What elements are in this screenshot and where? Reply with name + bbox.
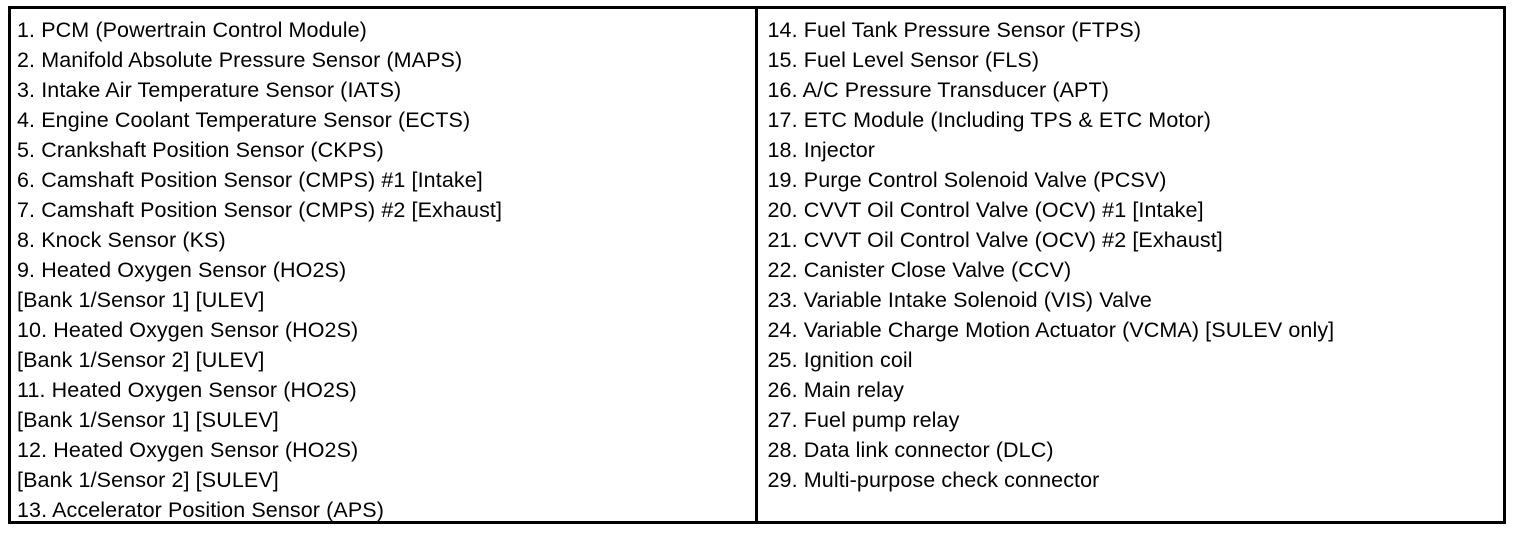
list-item: 5. Crankshaft Position Sensor (CKPS) bbox=[17, 138, 384, 162]
component-list-right-column bbox=[758, 9, 1504, 521]
list-item-continuation: [Bank 1/Sensor 1] [ULEV] bbox=[17, 288, 265, 312]
list-item: 13. Accelerator Position Sensor (APS) bbox=[17, 498, 384, 521]
list-item: 17. ETC Module (Including TPS & ETC Motor) bbox=[767, 108, 1212, 132]
list-item: 21. CVVT Oil Control Valve (OCV) #2 [Exhaust] bbox=[767, 228, 1223, 252]
list-item: 25. Ignition coil bbox=[767, 348, 913, 372]
list-item: 26. Main relay bbox=[767, 378, 904, 402]
list-item: 10. Heated Oxygen Sensor (HO2S) bbox=[17, 318, 359, 342]
list-item: 23. Variable Intake Solenoid (VIS) Valve bbox=[767, 288, 1152, 312]
list-item-continuation: [Bank 1/Sensor 2] [ULEV] bbox=[17, 348, 265, 372]
list-item: 15. Fuel Level Sensor (FLS) bbox=[767, 48, 1040, 72]
list-item: 4. Engine Coolant Temperature Sensor (ECTS) bbox=[17, 108, 471, 132]
list-item-continuation: [Bank 1/Sensor 2] [SULEV] bbox=[17, 468, 279, 492]
component-list-left-column bbox=[11, 9, 758, 521]
list-item: 19. Purge Control Solenoid Valve (PCSV) bbox=[767, 168, 1167, 192]
list-item: 1. PCM (Powertrain Control Module) bbox=[17, 18, 367, 42]
list-item: 12. Heated Oxygen Sensor (HO2S) bbox=[17, 438, 359, 462]
list-item: 18. Injector bbox=[767, 138, 876, 162]
list-item: 11. Heated Oxygen Sensor (HO2S) bbox=[17, 378, 357, 402]
list-item: 16. A/C Pressure Transducer (APT) bbox=[767, 78, 1109, 102]
list-item-continuation: [Bank 1/Sensor 1] [SULEV] bbox=[17, 408, 279, 432]
list-item: 29. Multi-purpose check connector bbox=[767, 468, 1100, 492]
list-item: 6. Camshaft Position Sensor (CMPS) #1 [Intake] bbox=[17, 168, 483, 192]
component-list-table bbox=[8, 6, 1506, 524]
list-item: 8. Knock Sensor (KS) bbox=[17, 228, 226, 252]
list-item: 3. Intake Air Temperature Sensor (IATS) bbox=[17, 78, 402, 102]
list-item: 28. Data link connector (DLC) bbox=[767, 438, 1054, 462]
list-item: 9. Heated Oxygen Sensor (HO2S) bbox=[17, 258, 347, 282]
list-item: 7. Camshaft Position Sensor (CMPS) #2 [Exhaust] bbox=[17, 198, 503, 222]
list-item: 24. Variable Charge Motion Actuator (VCMA) [SULEV only] bbox=[767, 318, 1335, 342]
list-item: 2. Manifold Absolute Pressure Sensor (MAPS) bbox=[17, 48, 463, 72]
list-item: 14. Fuel Tank Pressure Sensor (FTPS) bbox=[767, 18, 1142, 42]
list-item: 20. CVVT Oil Control Valve (OCV) #1 [Intake] bbox=[767, 198, 1204, 222]
list-item: 22. Canister Close Valve (CCV) bbox=[767, 258, 1072, 282]
list-item: 27. Fuel pump relay bbox=[767, 408, 960, 432]
